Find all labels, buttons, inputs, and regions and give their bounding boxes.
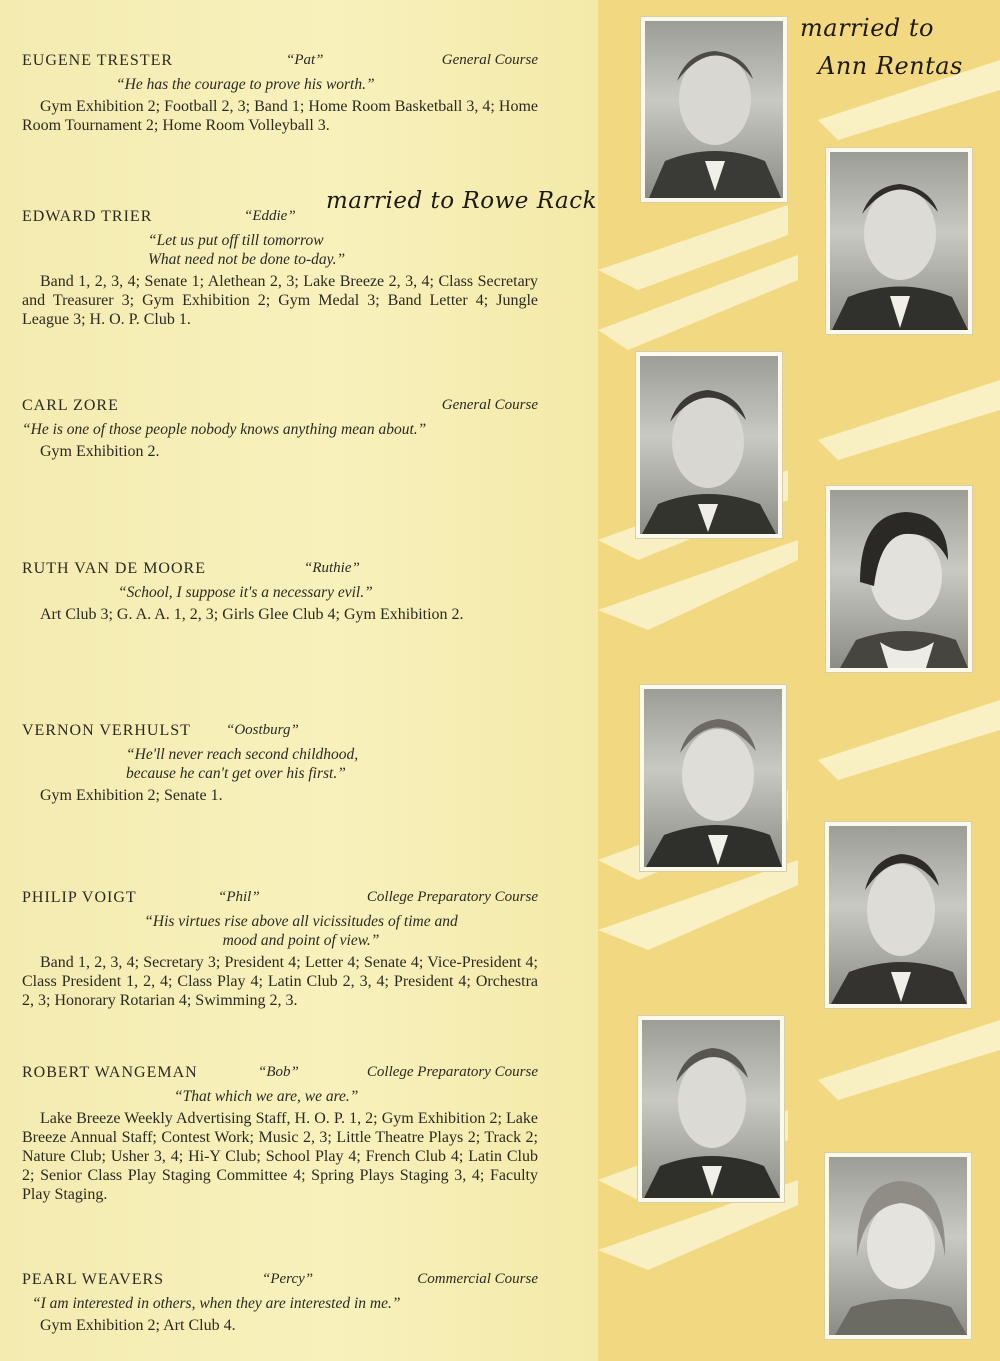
portrait-image <box>829 1157 967 1335</box>
portrait-image <box>645 21 783 198</box>
portrait-weavers <box>825 1153 971 1339</box>
portrait-image <box>830 490 968 668</box>
student-name: RUTH VAN DE MOORE <box>22 560 206 577</box>
student-activities: Lake Breeze Weekly Advertising Staff, H. O. P. 1, 2; Gym Exhibition 2; Lake Breeze Annual Staff; Contest Work; Music 2, 3; Little Theatre Plays 2; Track 2; Nature Club; Usher 3, 4; Hi-Y Club; School Play 4; French Club 4; Latin Club 2; Senior Class Play Staging Committee 4; Spring Plays Staging 3, 4; Faculty Play Staging. <box>22 1110 538 1203</box>
student-activities: Band 1, 2, 3, 4; Secretary 3; President 4; Letter 4; Senate 4; Vice-President 4; Class President 1, 2, 4; Class Play 4; Latin Club 2, 3, 4; President 4; Orchestra 2, 3; Honorary Rotarian 4; Swimming 2, 3. <box>22 954 538 1009</box>
handwritten-note: married to Rowe Rack <box>326 188 598 214</box>
student-nickname: “Percy” <box>262 1271 314 1287</box>
student-activities: Gym Exhibition 2. <box>40 443 160 460</box>
portrait-trier <box>826 148 972 334</box>
student-entry-trier <box>22 208 538 329</box>
handwritten-note: Ann Rentas <box>818 52 963 80</box>
student-name: VERNON VERHULST <box>22 722 191 739</box>
student-nickname: “Bob” <box>258 1064 299 1080</box>
student-quote: “He'll never reach second childhood, because he can't get over his first.” <box>126 746 359 782</box>
student-nickname: “Ruthie” <box>304 560 360 576</box>
portrait-image <box>644 689 782 867</box>
portrait-image <box>829 826 967 1004</box>
student-nickname: “Oostburg” <box>226 722 299 738</box>
student-quote: “School, I suppose it's a necessary evil.” <box>118 584 373 601</box>
student-entry-trester <box>22 52 538 135</box>
handwritten-note: married to <box>800 14 934 42</box>
student-quote: “I am interested in others, when they are interested in me.” <box>32 1295 401 1312</box>
portrait-image <box>830 152 968 330</box>
student-entry-wangeman <box>22 1064 538 1204</box>
portrait-trester <box>641 17 787 202</box>
student-entry-zore <box>22 397 538 461</box>
student-entry-van-de-moore <box>22 560 538 624</box>
student-entry-voigt <box>22 889 538 1010</box>
student-quote: “Let us put off till tomorrow What need not be done to-day.” <box>148 232 346 268</box>
student-name: ROBERT WANGEMAN <box>22 1064 198 1081</box>
student-course: College Preparatory Course <box>366 889 538 905</box>
student-quote: “He is one of those people nobody knows anything mean about.” <box>22 421 427 438</box>
student-nickname: “Pat” <box>286 52 324 68</box>
student-nickname: “Phil” <box>218 889 260 905</box>
student-course: College Preparatory Course <box>366 1064 538 1080</box>
portrait-image <box>642 1020 780 1198</box>
student-entry-verhulst <box>22 722 538 805</box>
student-activities: Band 1, 2, 3, 4; Senate 1; Alethean 2, 3; Lake Breeze 2, 3, 4; Class Secretary and Treasurer 3; Gym Exhibition 2; Gym Medal 3; Band Letter 4; Jungle League 3; H. O. P. Club 1. <box>22 273 538 328</box>
student-activities: Art Club 3; G. A. A. 1, 2, 3; Girls Glee Club 4; Gym Exhibition 2. <box>40 606 464 623</box>
student-name: CARL ZORE <box>22 397 119 414</box>
student-activities: Gym Exhibition 2; Art Club 4. <box>40 1317 236 1334</box>
student-name: EDWARD TRIER <box>22 208 153 225</box>
student-activities: Gym Exhibition 2; Senate 1. <box>40 787 223 804</box>
portrait-zore <box>636 352 782 538</box>
student-quote: “His virtues rise above all vicissitudes of time and mood and point of view.” <box>144 913 458 949</box>
student-entry-weavers <box>22 1271 538 1335</box>
student-name: EUGENE TRESTER <box>22 52 174 69</box>
student-quote: “That which we are, we are.” <box>174 1088 359 1105</box>
portrait-voigt <box>825 822 971 1008</box>
student-name: PEARL WEAVERS <box>22 1271 165 1288</box>
portrait-van-de-moore <box>826 486 972 672</box>
portrait-wangeman <box>638 1016 784 1202</box>
portrait-verhulst <box>640 685 786 871</box>
portrait-image <box>640 356 778 534</box>
student-course: Commercial Course <box>417 1271 538 1287</box>
student-name: PHILIP VOIGT <box>22 889 137 906</box>
student-activities: Gym Exhibition 2; Football 2, 3; Band 1; Home Room Basketball 3, 4; Home Room Tournament 2; Home Room Volleyball 3. <box>22 98 538 134</box>
student-nickname: “Eddie” <box>244 208 296 224</box>
student-quote: “He has the courage to prove his worth.” <box>116 76 375 93</box>
student-course: General Course <box>441 397 538 413</box>
student-course: General Course <box>441 52 538 68</box>
